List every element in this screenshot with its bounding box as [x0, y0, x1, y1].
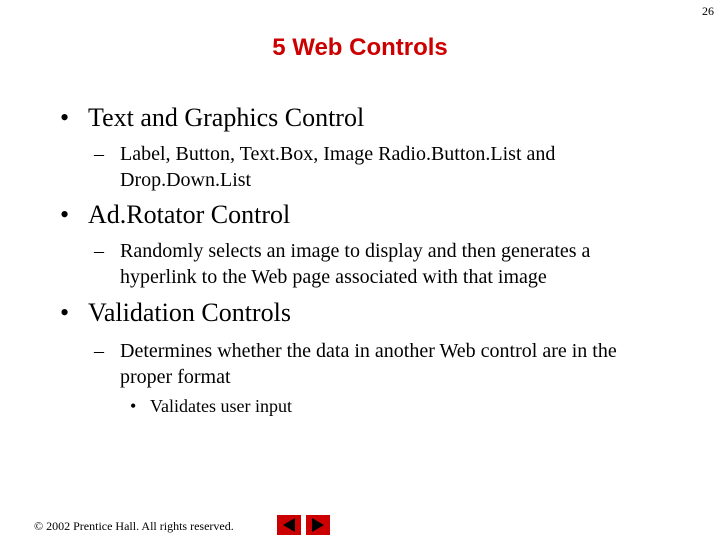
sub-sub-bullet-validates: [130, 395, 292, 417]
bullet-dot: •: [130, 396, 137, 416]
page-number: 26: [702, 4, 714, 18]
sub-bullet-dash: –: [94, 340, 104, 362]
left-arrow-icon: [277, 515, 301, 535]
sub-bullet-text: Determines whether the data in another Web control are in the proper format: [120, 340, 617, 388]
sub-sub-bullet-text: Validates user input: [150, 396, 292, 416]
next-slide-button[interactable]: [306, 515, 330, 535]
footer-copyright: © 2002 Prentice Hall. All rights reserved.: [34, 519, 234, 533]
bullet-dot: •: [60, 298, 70, 327]
bullet-heading: Validation Controls: [88, 298, 291, 327]
bullet-heading: Text and Graphics Control: [88, 103, 365, 132]
bullet-dot: •: [60, 103, 70, 132]
sub-bullet-controls-list: [94, 141, 654, 193]
sub-bullet-dash: –: [94, 143, 104, 165]
sub-bullet-text: Label, Button, Text.Box, Image Radio.Button.List and Drop.Down.List: [120, 143, 556, 191]
previous-slide-button[interactable]: [277, 515, 301, 535]
sub-bullet-text: Randomly selects an image to display and then generates a hyperlink to the Web page associated with that image: [120, 240, 591, 288]
bullet-validation: [60, 298, 291, 328]
bullet-heading: Ad.Rotator Control: [88, 200, 291, 229]
slide-title: 5 Web Controls: [272, 34, 448, 61]
bullet-text-graphics: [60, 103, 364, 133]
sub-bullet-dash: –: [94, 240, 104, 262]
right-arrow-icon: [306, 515, 330, 535]
bullet-adrotator: [60, 200, 290, 230]
bullet-dot: •: [60, 200, 70, 229]
sub-bullet-adrotator-detail: [94, 238, 654, 290]
sub-bullet-validation-detail: [94, 338, 654, 390]
